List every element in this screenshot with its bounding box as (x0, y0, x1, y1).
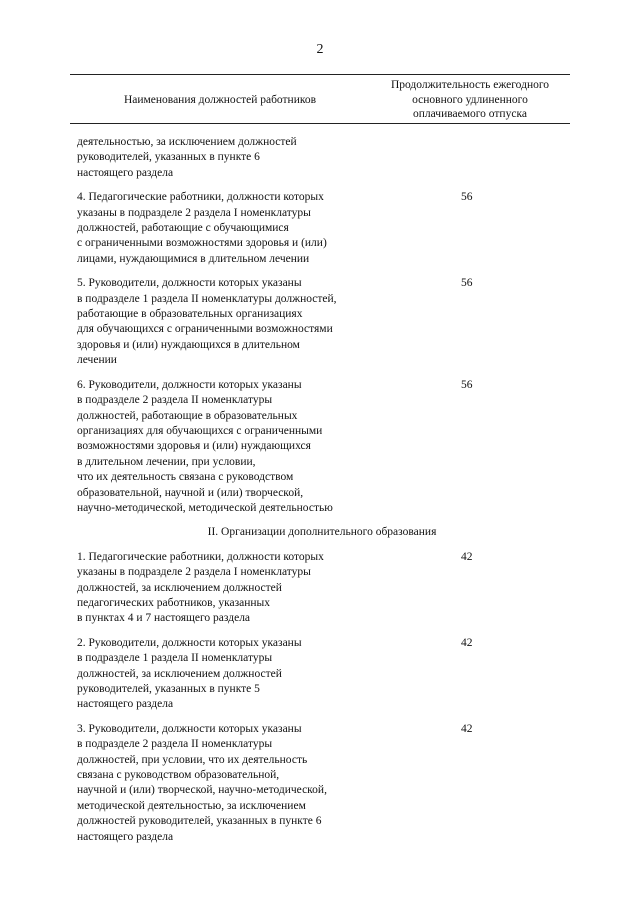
position-text-line: с ограниченными возможностями здоровья и (или) (77, 237, 327, 250)
position-text-line: методической деятельностью, за исключением (77, 799, 306, 812)
table-row (77, 276, 567, 368)
position-description (77, 276, 407, 368)
position-text-line: здоровья и (или) нуждающихся в длительном (77, 338, 300, 351)
leave-days-value: 56 (461, 378, 473, 391)
table-body (77, 135, 567, 854)
leave-days-value: 42 (461, 550, 473, 563)
table-header-rule (70, 123, 570, 124)
position-text-line: должностей, работающие с обучающимися (77, 222, 289, 235)
table-row (77, 378, 567, 517)
position-text-line: должностей, за исключением должностей (77, 667, 282, 680)
position-text-line: в длительном лечении, при условии, (77, 455, 256, 468)
leave-days-value: 42 (461, 636, 473, 649)
column-header-line: основного удлиненного (412, 93, 528, 106)
position-text-line: лицами, нуждающимися в длительном лечении (77, 252, 310, 265)
table-row (77, 550, 567, 627)
position-text-line: настоящего раздела (77, 166, 174, 179)
position-description (77, 135, 407, 181)
column-header-positions: Наименования должностей работников (123, 94, 317, 106)
position-text-line: должностей руководителей, указанных в пункте 6 (77, 815, 322, 828)
position-text-line: 4. Педагогические работники, должности которых (77, 191, 324, 204)
position-text-line: должностей, работающие в образовательных (77, 409, 298, 422)
position-text-line: связана с руководством образовательной, (77, 769, 280, 782)
column-header-leave-duration (370, 78, 570, 122)
position-text-line: для обучающихся с ограниченными возможностями (77, 323, 333, 336)
position-text-line: руководителей, указанных в пункте 5 (77, 683, 260, 695)
table-top-rule (70, 74, 570, 75)
position-text-line: настоящего раздела (77, 698, 174, 711)
position-text-line: лечении (77, 354, 117, 367)
position-text-line: указаны в подразделе 2 раздела I номенклатуры (77, 206, 311, 219)
position-text-line: в пунктах 4 и 7 настоящего раздела (77, 612, 251, 625)
position-description (77, 378, 407, 517)
position-description (77, 636, 407, 713)
position-text-line: в подразделе 2 раздела II номенклатуры (77, 394, 273, 407)
section-heading: II. Организации дополнительного образования (207, 526, 437, 539)
position-text-line: научной и (или) творческой, научно-методической, (77, 784, 327, 797)
position-text-line: в подразделе 1 раздела II номенклатуры должностей, (77, 292, 337, 305)
table-row (77, 636, 567, 713)
position-text-line: указаны в подразделе 2 раздела I номенклатуры (77, 566, 311, 579)
position-text-line: 2. Руководители, должности которых указаны (77, 636, 302, 649)
position-text-line: возможностями здоровья и (или) нуждающихся (77, 440, 311, 453)
position-text-line: работающие в образовательных организациях (77, 308, 303, 321)
position-text-line: руководителей, указанных в пункте 6 (77, 151, 260, 164)
position-text-line: 1. Педагогические работники, должности которых (77, 550, 324, 563)
position-text-line: 3. Руководители, должности которых указаны (77, 722, 302, 735)
position-text-line: педагогических работников, указанных (77, 596, 271, 609)
position-text-line: в подразделе 1 раздела II номенклатуры (77, 652, 273, 665)
leave-days-value: 56 (461, 191, 473, 204)
page-number: 2 (316, 42, 324, 57)
column-header-line: оплачиваемого отпуска (413, 108, 527, 120)
position-text-line: образовательной, научной и (или) творческой, (77, 486, 304, 499)
position-text-line: организациях для обучающихся с ограниченными (77, 424, 323, 437)
column-header-line: Продолжительность ежегодного (390, 79, 550, 91)
position-text-line: 6. Руководители, должности которых указаны (77, 378, 302, 391)
position-text-line: деятельностью, за исключением должностей (77, 136, 297, 148)
position-text-line: в подразделе 2 раздела II номенклатуры (77, 738, 273, 751)
table-row (77, 135, 567, 181)
position-text-line: научно-методической, методической деятельностью (77, 501, 333, 514)
leave-days-value: 56 (461, 277, 473, 290)
position-text-line: настоящего раздела (77, 830, 174, 843)
leave-days-value: 42 (461, 722, 473, 735)
table-row (77, 722, 567, 845)
position-text-line: что их деятельность связана с руководством (77, 471, 294, 484)
position-text-line: должностей, за исключением должностей (77, 581, 282, 594)
table-row (77, 190, 567, 267)
position-description (77, 722, 407, 845)
position-description (77, 190, 407, 267)
position-description (77, 550, 407, 627)
position-text-line: должностей, при условии, что их деятельность (77, 753, 308, 766)
position-text-line: 5. Руководители, должности которых указаны (77, 277, 302, 290)
